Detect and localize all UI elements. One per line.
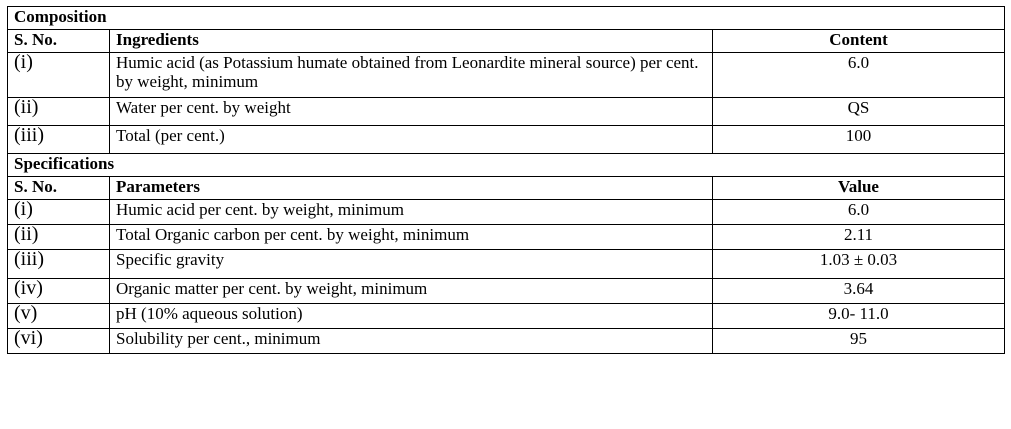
content-value: 6.0 — [713, 53, 1005, 98]
content-header: Content — [713, 30, 1005, 53]
row-number: (iv) — [8, 279, 110, 304]
specifications-column-headers — [8, 177, 1005, 200]
specifications-section-header — [8, 154, 1005, 177]
row-number: (iii) — [8, 250, 110, 279]
row-number: (ii) — [8, 98, 110, 126]
row-number: (iii) — [8, 126, 110, 154]
content-value: 100 — [713, 126, 1005, 154]
parameter-name: pH (10% aqueous solution) — [110, 304, 713, 329]
parameter-name: Organic matter per cent. by weight, minimum — [110, 279, 713, 304]
ingredients-header: Ingredients — [110, 30, 713, 53]
sno-header: S. No. — [8, 177, 110, 200]
ingredient-name: Water per cent. by weight — [110, 98, 713, 126]
table-row — [8, 225, 1005, 250]
parameter-value: 2.11 — [713, 225, 1005, 250]
table-row — [8, 98, 1005, 126]
composition-title: Composition — [8, 7, 1005, 30]
composition-section-header — [8, 7, 1005, 30]
parameter-value: 95 — [713, 329, 1005, 354]
parameter-name: Humic acid per cent. by weight, minimum — [110, 200, 713, 225]
parameter-name: Solubility per cent., minimum — [110, 329, 713, 354]
table-row — [8, 250, 1005, 279]
parameter-value: 3.64 — [713, 279, 1005, 304]
row-number: (i) — [8, 53, 110, 98]
content-value: QS — [713, 98, 1005, 126]
parameters-header: Parameters — [110, 177, 713, 200]
spec-table — [7, 6, 1005, 354]
sno-header: S. No. — [8, 30, 110, 53]
ingredient-name: Total (per cent.) — [110, 126, 713, 154]
value-header: Value — [713, 177, 1005, 200]
specifications-title: Specifications — [8, 154, 1005, 177]
row-number: (v) — [8, 304, 110, 329]
table-row — [8, 126, 1005, 154]
table-row — [8, 279, 1005, 304]
parameter-value: 9.0- 11.0 — [713, 304, 1005, 329]
row-number: (vi) — [8, 329, 110, 354]
parameter-name: Total Organic carbon per cent. by weight, minimum — [110, 225, 713, 250]
table-row — [8, 53, 1005, 98]
parameter-name: Specific gravity — [110, 250, 713, 279]
ingredient-name: Humic acid (as Potassium humate obtained from Leonardite mineral source) per cent. by weight, minimum — [110, 53, 713, 98]
parameter-value: 1.03 ± 0.03 — [713, 250, 1005, 279]
row-number: (ii) — [8, 225, 110, 250]
table-row — [8, 200, 1005, 225]
composition-column-headers — [8, 30, 1005, 53]
parameter-value: 6.0 — [713, 200, 1005, 225]
row-number: (i) — [8, 200, 110, 225]
table-row — [8, 329, 1005, 354]
table-row — [8, 304, 1005, 329]
